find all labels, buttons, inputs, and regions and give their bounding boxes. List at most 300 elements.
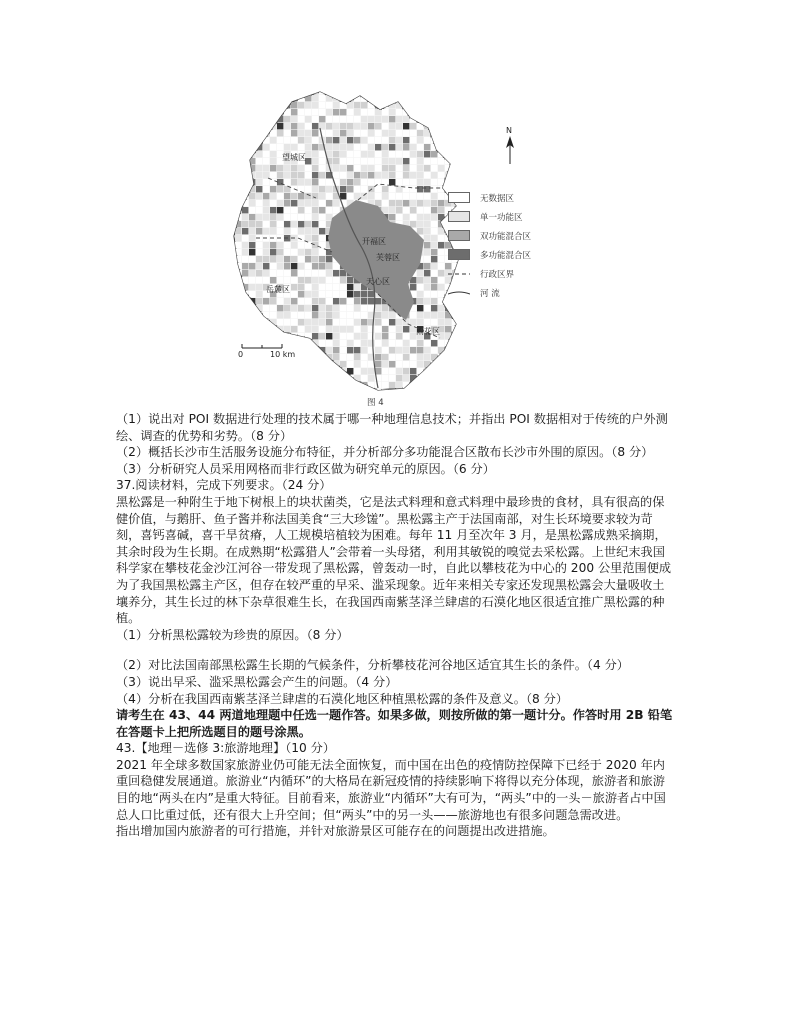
grid-cell: [298, 319, 304, 325]
grid-cell: [424, 319, 430, 325]
grid-cell: [438, 144, 444, 150]
grid-cell: [319, 186, 325, 192]
grid-cell: [284, 326, 290, 332]
grid-cell: [396, 354, 402, 360]
grid-cell: [305, 382, 311, 388]
grid-cell: [249, 130, 255, 136]
grid-cell: [424, 88, 430, 94]
grid-cell: [256, 361, 262, 367]
grid-cell: [347, 361, 353, 367]
grid-cell: [235, 109, 241, 115]
grid-cell: [333, 284, 339, 290]
grid-cell: [242, 270, 248, 276]
grid-cell: [305, 256, 311, 262]
grid-cell: [347, 109, 353, 115]
grid-cell: [256, 242, 262, 248]
grid-cell: [347, 375, 353, 381]
grid-cell: [263, 249, 269, 255]
grid-cell: [424, 249, 430, 255]
grid-cell: [375, 312, 381, 318]
grid-cell: [228, 242, 234, 248]
grid-cell: [249, 193, 255, 199]
grid-cell: [235, 256, 241, 262]
grid-cell: [263, 277, 269, 283]
grid-cell: [284, 214, 290, 220]
grid-cell: [410, 361, 416, 367]
grid-cell: [354, 144, 360, 150]
grid-cell: [270, 179, 276, 185]
grid-cell: [242, 95, 248, 101]
scale-bar: [242, 344, 282, 348]
grid-cell: [375, 354, 381, 360]
district-label-kaifu: 开福区: [362, 237, 386, 246]
grid-cell: [375, 298, 381, 304]
grid-cell: [326, 193, 332, 199]
grid-cell: [438, 95, 444, 101]
grid-cell: [347, 172, 353, 178]
grid-cell: [382, 186, 388, 192]
grid-cell: [291, 116, 297, 122]
grid-cell: [333, 130, 339, 136]
question-43-task: 指出增加国内旅游者的可行措施，并针对旅游景区可能存在的问题提出改进措施。: [116, 824, 555, 839]
grid-cell: [270, 375, 276, 381]
grid-cell: [438, 151, 444, 157]
grid-cell: [270, 144, 276, 150]
grid-cell: [431, 228, 437, 234]
grid-cell: [410, 368, 416, 374]
grid-cell: [389, 375, 395, 381]
grid-cell: [431, 123, 437, 129]
grid-cell: [375, 123, 381, 129]
grid-cell: [347, 116, 353, 122]
grid-cell: [319, 151, 325, 157]
grid-cell: [340, 193, 346, 199]
grid-cell: [340, 333, 346, 339]
grid-cell: [368, 130, 374, 136]
grid-cell: [249, 389, 255, 395]
grid-cell: [270, 277, 276, 283]
grid-cell: [340, 151, 346, 157]
grid-cell: [438, 242, 444, 248]
grid-cell: [347, 130, 353, 136]
grid-cell: [235, 200, 241, 206]
elective-instruction: 请考生在 43、44 两道地理题中任选一题作答。如果多做，则按所做的第一题计分。作答时用 2B 铅笔在答题卡上把所选题目的题号涂黑。: [116, 708, 673, 739]
grid-cell: [389, 95, 395, 101]
grid-cell: [319, 179, 325, 185]
grid-cell: [263, 165, 269, 171]
grid-cell: [389, 389, 395, 395]
grid-cell: [291, 221, 297, 227]
grid-cell: [403, 382, 409, 388]
grid-cell: [361, 354, 367, 360]
grid-cell: [284, 382, 290, 388]
grid-cell: [445, 396, 451, 400]
grid-cell: [424, 375, 430, 381]
grid-cell: [354, 333, 360, 339]
grid-cell: [263, 256, 269, 262]
grid-cell: [354, 158, 360, 164]
grid-cell: [277, 214, 283, 220]
grid-cell: [438, 193, 444, 199]
grid-cell: [445, 137, 451, 143]
grid-cell: [354, 186, 360, 192]
grid-cell: [382, 305, 388, 311]
grid-cell: [389, 361, 395, 367]
grid-cell: [291, 340, 297, 346]
grid-cell: [340, 389, 346, 395]
grid-cell: [340, 179, 346, 185]
grid-cell: [382, 109, 388, 115]
grid-cell: [354, 354, 360, 360]
grid-cell: [452, 396, 458, 400]
grid-cell: [417, 221, 423, 227]
grid-cell: [277, 200, 283, 206]
grid-cell: [270, 102, 276, 108]
grid-cell: [263, 116, 269, 122]
grid-cell: [319, 193, 325, 199]
grid-cell: [459, 340, 465, 346]
grid-cell: [410, 102, 416, 108]
grid-cell: [242, 382, 248, 388]
grid-cell: [270, 137, 276, 143]
grid-cell: [340, 123, 346, 129]
question-text: [116, 411, 676, 840]
grid-cell: [242, 228, 248, 234]
grid-cell: [277, 144, 283, 150]
grid-cell: [389, 151, 395, 157]
grid-cell: [340, 319, 346, 325]
grid-cell: [284, 95, 290, 101]
grid-cell: [326, 277, 332, 283]
grid-cell: [249, 256, 255, 262]
grid-cell: [242, 130, 248, 136]
grid-cell: [256, 256, 262, 262]
grid-cell: [228, 291, 234, 297]
grid-cell: [410, 95, 416, 101]
grid-cell: [228, 305, 234, 311]
grid-cell: [291, 172, 297, 178]
grid-cell: [305, 102, 311, 108]
grid-cell: [277, 249, 283, 255]
grid-cell: [417, 193, 423, 199]
grid-cell: [354, 305, 360, 311]
grid-cell: [424, 186, 430, 192]
grid-cell: [424, 305, 430, 311]
grid-cell: [368, 333, 374, 339]
grid-cell: [312, 382, 318, 388]
grid-cell: [298, 88, 304, 94]
grid-cell: [361, 165, 367, 171]
question-37-3: （3）说出早采、滥采黑松露会产生的问题。（4 分）: [116, 674, 398, 689]
grid-cell: [319, 354, 325, 360]
grid-cell: [375, 102, 381, 108]
grid-cell: [382, 375, 388, 381]
grid-cell: [452, 165, 458, 171]
grid-cell: [263, 95, 269, 101]
grid-cell: [263, 158, 269, 164]
grid-cell: [305, 354, 311, 360]
grid-cell: [445, 354, 451, 360]
grid-cell: [431, 270, 437, 276]
grid-cell: [305, 389, 311, 395]
grid-cell: [235, 123, 241, 129]
grid-cell: [228, 389, 234, 395]
grid-cell: [452, 333, 458, 339]
grid-cell: [445, 179, 451, 185]
grid-cell: [333, 200, 339, 206]
grid-cell: [256, 326, 262, 332]
grid-cell: [431, 95, 437, 101]
grid-cell: [249, 221, 255, 227]
grid-cell: [305, 375, 311, 381]
grid-cell: [354, 291, 360, 297]
grid-cell: [242, 172, 248, 178]
grid-cell: [242, 186, 248, 192]
grid-cell: [333, 151, 339, 157]
grid-cell: [305, 221, 311, 227]
grid-cell: [312, 389, 318, 395]
grid-cell: [431, 221, 437, 227]
grid-cell: [305, 200, 311, 206]
grid-cell: [270, 382, 276, 388]
grid-cell: [431, 207, 437, 213]
grid-cell: [270, 200, 276, 206]
grid-cell: [298, 305, 304, 311]
grid-cell: [417, 165, 423, 171]
grid-cell: [235, 361, 241, 367]
grid-cell: [424, 116, 430, 122]
grid-cell: [410, 88, 416, 94]
grid-cell: [312, 151, 318, 157]
grid-cell: [277, 277, 283, 283]
grid-cell: [354, 340, 360, 346]
grid-cell: [438, 361, 444, 367]
grid-cell: [256, 263, 262, 269]
grid-cell: [235, 298, 241, 304]
grid-cell: [319, 109, 325, 115]
grid-cell: [298, 242, 304, 248]
grid-cell: [438, 354, 444, 360]
grid-cell: [431, 277, 437, 283]
grid-cell: [284, 116, 290, 122]
grid-cell: [298, 123, 304, 129]
grid-cell: [403, 340, 409, 346]
grid-cell: [242, 207, 248, 213]
grid-cell: [375, 200, 381, 206]
grid-cell: [438, 228, 444, 234]
grid-cell: [438, 200, 444, 206]
grid-cell: [291, 144, 297, 150]
grid-cell: [452, 137, 458, 143]
grid-cell: [242, 235, 248, 241]
grid-cell: [228, 165, 234, 171]
grid-cell: [291, 228, 297, 234]
grid-cell: [410, 312, 416, 318]
grid-cell: [270, 361, 276, 367]
grid-cell: [319, 396, 325, 400]
grid-cell: [263, 333, 269, 339]
grid-cell: [256, 214, 262, 220]
grid-cell: [298, 284, 304, 290]
grid-cell: [431, 305, 437, 311]
grid-cell: [389, 382, 395, 388]
grid-cell: [410, 186, 416, 192]
grid-cell: [242, 221, 248, 227]
grid-cell: [319, 291, 325, 297]
grid-cell: [249, 361, 255, 367]
grid-cell: [291, 396, 297, 400]
grid-cell: [228, 298, 234, 304]
grid-cell: [228, 214, 234, 220]
grid-cell: [270, 130, 276, 136]
grid-cell: [305, 333, 311, 339]
grid-cell: [319, 158, 325, 164]
grid-cell: [305, 305, 311, 311]
grid-cell: [354, 130, 360, 136]
grid-cell: [319, 277, 325, 283]
grid-cell: [284, 340, 290, 346]
grid-cell: [235, 326, 241, 332]
question-37-heading: 37.阅读材料，完成下列要求。（24 分）: [116, 478, 332, 493]
grid-cell: [249, 340, 255, 346]
grid-cell: [256, 221, 262, 227]
grid-cell: [284, 144, 290, 150]
grid-cell: [403, 200, 409, 206]
legend-item-single: [448, 207, 588, 226]
grid-cell: [277, 186, 283, 192]
grid-cell: [389, 158, 395, 164]
grid-cell: [424, 263, 430, 269]
grid-cell: [445, 102, 451, 108]
grid-cell: [326, 298, 332, 304]
grid-cell: [228, 249, 234, 255]
grid-cell: [410, 354, 416, 360]
grid-cell: [277, 382, 283, 388]
grid-cell: [249, 109, 255, 115]
grid-cell: [326, 263, 332, 269]
grid-cell: [417, 130, 423, 136]
grid-cell: [417, 102, 423, 108]
grid-cell: [403, 396, 409, 400]
grid-cell: [228, 109, 234, 115]
grid-cell: [263, 242, 269, 248]
grid-cell: [347, 95, 353, 101]
grid-cell: [326, 305, 332, 311]
grid-cell: [256, 102, 262, 108]
grid-cell: [452, 151, 458, 157]
grid-cell: [375, 165, 381, 171]
grid-cell: [263, 305, 269, 311]
grid-cell: [284, 361, 290, 367]
grid-cell: [228, 319, 234, 325]
grid-cell: [326, 396, 332, 400]
grid-cell: [459, 361, 465, 367]
grid-cell: [242, 102, 248, 108]
grid-cell: [452, 375, 458, 381]
grid-cell: [298, 144, 304, 150]
grid-cell: [256, 340, 262, 346]
legend-swatch: [448, 230, 470, 241]
grid-cell: [333, 312, 339, 318]
grid-cell: [396, 207, 402, 213]
grid-cell: [305, 123, 311, 129]
grid-cell: [375, 347, 381, 353]
grid-cell: [361, 375, 367, 381]
grid-cell: [312, 109, 318, 115]
grid-cell: [452, 340, 458, 346]
question-37-2: （2）对比法国南部黑松露生长期的气候条件，分析攀枝花河谷地区适宜其生长的条件。（4 分）: [116, 658, 629, 673]
grid-cell: [319, 256, 325, 262]
grid-cell: [403, 361, 409, 367]
grid-cell: [305, 340, 311, 346]
grid-cell: [326, 130, 332, 136]
grid-cell: [235, 130, 241, 136]
grid-cell: [340, 396, 346, 400]
grid-cell: [403, 375, 409, 381]
grid-cell: [354, 123, 360, 129]
grid-cell: [403, 207, 409, 213]
grid-cell: [389, 214, 395, 220]
grid-cell: [319, 270, 325, 276]
grid-cell: [326, 186, 332, 192]
grid-cell: [417, 151, 423, 157]
grid-cell: [242, 116, 248, 122]
grid-cell: [242, 158, 248, 164]
grid-cell: [326, 333, 332, 339]
grid-cell: [410, 389, 416, 395]
grid-cell: [312, 396, 318, 400]
grid-cell: [361, 340, 367, 346]
grid-cell: [291, 305, 297, 311]
grid-cell: [319, 319, 325, 325]
grid-cell: [354, 88, 360, 94]
grid-cell: [235, 312, 241, 318]
grid-cell: [270, 249, 276, 255]
grid-cell: [284, 270, 290, 276]
grid-cell: [438, 214, 444, 220]
grid-cell: [319, 263, 325, 269]
grid-cell: [431, 249, 437, 255]
grid-cell: [340, 354, 346, 360]
grid-cell: [438, 305, 444, 311]
grid-cell: [284, 179, 290, 185]
grid-cell: [424, 242, 430, 248]
grid-cell: [298, 312, 304, 318]
grid-cell: [270, 172, 276, 178]
grid-cell: [452, 389, 458, 395]
legend-label: 河 流: [480, 288, 500, 299]
grid-cell: [319, 347, 325, 353]
grid-cell: [319, 95, 325, 101]
grid-cell: [368, 158, 374, 164]
figure-caption: 图 4: [367, 398, 384, 408]
grid-cell: [263, 368, 269, 374]
grid-cell: [417, 214, 423, 220]
grid-cell: [459, 354, 465, 360]
grid-cell: [277, 298, 283, 304]
grid-cell: [340, 102, 346, 108]
grid-cell: [368, 305, 374, 311]
grid-cell: [305, 249, 311, 255]
grid-cell: [382, 151, 388, 157]
grid-cell: [438, 347, 444, 353]
grid-cell: [298, 109, 304, 115]
grid-cell: [424, 235, 430, 241]
grid-cell: [361, 123, 367, 129]
grid-cell: [368, 123, 374, 129]
grid-cell: [410, 347, 416, 353]
grid-cell: [375, 116, 381, 122]
